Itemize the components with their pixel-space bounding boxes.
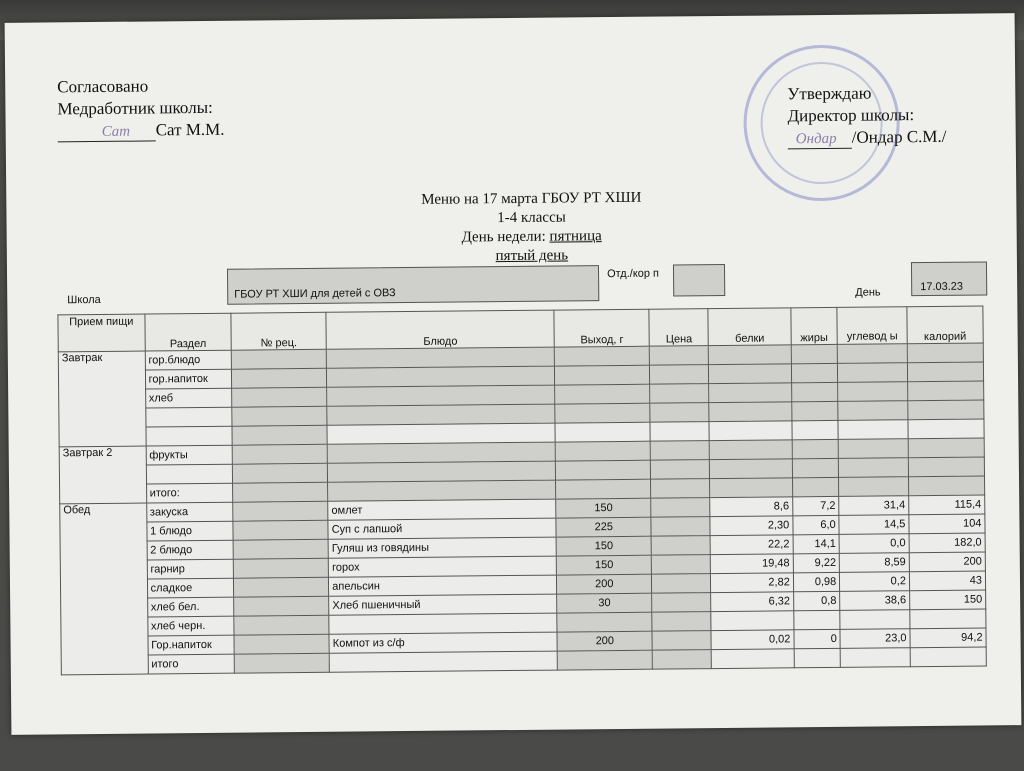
- menu-table: [57, 305, 986, 675]
- meal-lunch: Обед: [60, 503, 148, 675]
- col-header: Блюдо: [326, 310, 554, 349]
- kcal-cell: 182,0: [909, 533, 985, 553]
- yield-cell: 200: [557, 631, 652, 651]
- carbs-cell: 38,6: [840, 591, 910, 611]
- fat-cell: 7,2: [792, 496, 839, 515]
- price-cell: [652, 574, 711, 594]
- info-row: [55, 261, 990, 310]
- carbs-cell: 31,4: [839, 496, 909, 516]
- price-cell: [651, 517, 710, 537]
- kcal-cell: [910, 609, 986, 629]
- handwritten-signature: Ондар: [795, 130, 837, 148]
- yield-cell: 150: [557, 555, 652, 575]
- col-header: Прием пищи: [58, 314, 145, 352]
- date-value: 17.03.23: [920, 280, 964, 294]
- fat-cell: [794, 648, 841, 667]
- dish-cell: горох: [328, 556, 556, 577]
- section-cell: [146, 464, 233, 484]
- yield-cell: [557, 612, 652, 632]
- carbs-cell: 14,5: [839, 515, 909, 535]
- approval-right-signature-row: [788, 126, 947, 150]
- yield-cell: [557, 650, 652, 670]
- fat-cell: 6,0: [793, 515, 840, 534]
- section-cell: хлеб бел.: [147, 597, 234, 617]
- recipe-number-cell: [234, 577, 329, 597]
- protein-cell: 6,32: [711, 592, 794, 612]
- protein-cell: 2,82: [711, 573, 794, 593]
- meal-breakfast-2: Завтрак 2: [59, 446, 146, 504]
- carbs-cell: 23,0: [840, 629, 910, 649]
- price-cell: [652, 593, 711, 613]
- section-cell: [145, 407, 232, 427]
- fat-cell: 0,98: [793, 572, 840, 591]
- price-cell: [651, 536, 710, 556]
- carbs-cell: 8,59: [839, 553, 909, 573]
- approval-right-name: /Ондар С.М./: [851, 126, 947, 147]
- section-cell: Гор.напиток: [148, 635, 235, 655]
- kcal-cell: 94,2: [910, 628, 986, 648]
- approval-left-signature-row: [58, 119, 225, 143]
- price-cell: [651, 498, 710, 518]
- dish-cell: апельсин: [329, 575, 557, 596]
- protein-cell: 8,6: [710, 497, 793, 517]
- fat-cell: [794, 610, 841, 629]
- dish-cell: Компот из с/ф: [329, 632, 557, 653]
- approval-left: [57, 75, 224, 143]
- fat-cell: 9,22: [793, 553, 840, 572]
- section-cell: хлеб: [145, 388, 232, 408]
- day-label: День: [855, 286, 881, 299]
- section-cell: гарнир: [147, 559, 234, 579]
- menu-title: [306, 188, 757, 268]
- dish-cell: Суп с лапшой: [328, 518, 556, 539]
- protein-cell: [712, 649, 795, 669]
- protein-cell: 0,02: [711, 630, 794, 650]
- yield-cell: 30: [557, 593, 652, 613]
- col-header: Выход, г: [554, 309, 649, 347]
- kcal-cell: 104: [909, 514, 985, 534]
- carbs-cell: 0,2: [840, 572, 910, 592]
- kcal-cell: 43: [909, 571, 985, 591]
- col-header: углевод ы: [837, 307, 907, 345]
- signature-line: [788, 132, 852, 150]
- section-cell: фрукты: [146, 445, 233, 465]
- date-field: [911, 261, 987, 296]
- yield-cell: 225: [556, 517, 651, 537]
- kcal-cell: [910, 647, 986, 667]
- section-cell: гор.напиток: [145, 369, 232, 389]
- approval-left-title: Согласовано: [57, 76, 149, 97]
- section-cell: 1 блюдо: [146, 521, 233, 541]
- title-line-2: 1-4 классы: [497, 209, 566, 227]
- carbs-cell: 0,0: [839, 534, 909, 554]
- fat-cell: 0: [794, 629, 841, 648]
- menu-sheet: [5, 13, 1022, 735]
- recipe-number-cell: [233, 501, 328, 521]
- section-cell: итого:: [146, 483, 233, 503]
- fat-cell: 14,1: [793, 534, 840, 553]
- col-header: № рец.: [231, 312, 326, 350]
- kcal-cell: 150: [910, 590, 986, 610]
- section-cell: сладкое: [147, 578, 234, 598]
- dept-label: Отд./кор п: [606, 267, 660, 281]
- section-cell: гор.блюдо: [145, 350, 232, 370]
- recipe-number-cell: [234, 615, 329, 635]
- col-header: белки: [708, 308, 791, 346]
- handwritten-signature: Сат: [101, 123, 131, 140]
- price-cell: [652, 650, 711, 670]
- col-header: калорий: [907, 306, 983, 344]
- approval-left-role: Медработник школы:: [57, 97, 213, 119]
- dish-cell: [329, 613, 557, 634]
- price-cell: [652, 555, 711, 575]
- dish-cell: Хлеб пшеничный: [329, 594, 557, 615]
- protein-cell: [711, 611, 794, 631]
- col-header: жиры: [791, 307, 838, 344]
- school-label: Школа: [67, 293, 101, 307]
- dept-field: [673, 264, 725, 296]
- school-field: [227, 265, 599, 305]
- dish-cell: [329, 651, 557, 672]
- price-cell: [652, 631, 711, 651]
- title-day-number: пятый день: [495, 247, 569, 265]
- protein-cell: 2,30: [710, 516, 793, 536]
- weekday-value: пятница: [549, 228, 602, 245]
- dish-cell: Гуляш из говядины: [328, 537, 556, 558]
- yield-cell: 150: [556, 498, 651, 518]
- kcal-cell: 200: [909, 552, 985, 572]
- recipe-number-cell: [233, 539, 328, 559]
- col-header: Цена: [649, 309, 708, 347]
- fat-cell: 0,8: [793, 591, 840, 610]
- recipe-number-cell: [234, 634, 329, 654]
- approval-right-title: Утверждаю: [787, 83, 872, 104]
- protein-cell: 19,48: [711, 554, 794, 574]
- recipe-number-cell: [234, 653, 329, 673]
- section-cell: закуска: [146, 502, 233, 522]
- price-cell: [652, 612, 711, 632]
- section-cell: итого: [148, 654, 235, 674]
- kcal-cell: 115,4: [909, 495, 985, 515]
- yield-cell: 150: [556, 536, 651, 556]
- protein-cell: 22,2: [710, 535, 793, 555]
- section-cell: хлеб черн.: [147, 616, 234, 636]
- recipe-number-cell: [234, 596, 329, 616]
- meal-breakfast: Завтрак: [58, 351, 145, 447]
- recipe-number-cell: [233, 520, 328, 540]
- recipe-number-cell: [233, 558, 328, 578]
- lunch-section: [60, 495, 987, 675]
- dish-cell: омлет: [328, 499, 556, 520]
- approval-right: [787, 82, 946, 150]
- approval-right-role: Директор школы:: [787, 105, 915, 126]
- school-value: ГБОУ РТ ХШИ для детей с ОВЗ: [234, 287, 396, 301]
- title-line-1: Меню на 17 марта ГБОУ РТ ХШИ: [421, 189, 642, 208]
- carbs-cell: [840, 648, 910, 668]
- weekday-label: День недели:: [461, 228, 550, 246]
- approval-left-name: Сат М.М.: [155, 119, 225, 140]
- col-header: Раздел: [144, 313, 231, 351]
- yield-cell: 200: [557, 574, 652, 594]
- section-cell: 2 блюдо: [147, 540, 234, 560]
- signature-line: [58, 124, 156, 142]
- carbs-cell: [840, 610, 910, 630]
